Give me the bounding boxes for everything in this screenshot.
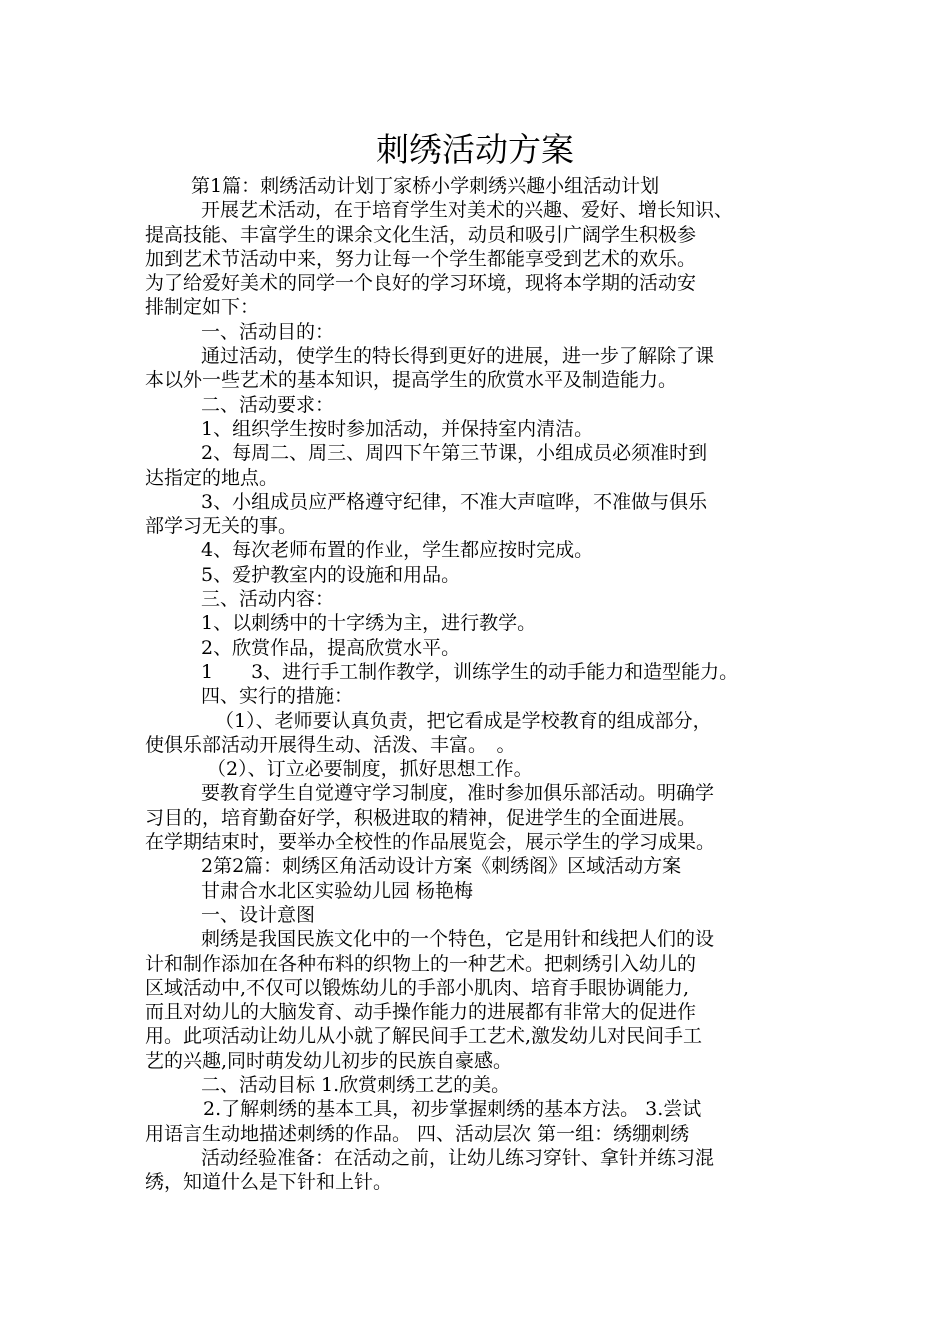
subheading: 二、活动目标 1.欣赏刺绣工艺的美。 [201,1073,511,1096]
document-body [145,174,825,1194]
paragraph-line: 区域活动中,不仅可以锻炼幼儿的手部小肌肉、培育手眼协调能力, [145,976,690,999]
subheading: 二、活动要求： [201,393,335,416]
section-heading: 第1篇：刺绣活动计划丁家桥小学刺绣兴趣小组活动计划 [191,175,660,197]
list-item: 4、每次老师布置的作业，学生都应按时完成。 [201,539,594,562]
list-item: 1、以刺绣中的十字绣为主，进行教学。 [201,612,537,635]
subheading: 三、活动内容： [201,588,335,611]
paragraph-line: 用。此项活动让幼儿从小就了解民间手工艺术,激发幼儿对民间手工 [145,1025,703,1048]
section-heading: 2第2篇：刺绣区角活动设计方案《刺绣阁》区域活动方案 [201,855,682,878]
paragraph-line: 本以外一些艺术的基本知识，提高学生的欣赏水平及制造能力。 [145,369,678,392]
list-item: 1 3、进行手工制作教学，训练学生的动手能力和造型能力。 [201,660,739,683]
paragraph-line: 习目的，培育勤奋好学，积极进取的精神，促进学生的全面进展。 [145,806,697,829]
paragraph-line: 加到艺术节活动中来，努力让每一个学生都能享受到艺术的欢乐。 [145,247,697,270]
paragraph-line: 排制定如下： [145,296,260,319]
paragraph-line: 而且对幼儿的大脑发育、动手操作能力的进展都有非常大的促进作 [145,1001,697,1024]
paragraph-line: 达指定的地点。 [145,466,279,489]
paragraph-line: 2.了解刺绣的基本工具，初步掌握刺绣的基本方法。 3.尝试 [203,1098,702,1121]
paragraph-line: 提高技能、丰富学生的课余文化生活，动员和吸引广阔学生积极参 [145,223,697,246]
document-title: 刺绣活动方案 [376,130,574,169]
paragraph-line: 开展艺术活动，在于培育学生对美术的兴趣、爱好、增长知识、 [201,199,734,222]
subheading: 四、实行的措施： [201,685,354,708]
paragraph-line: 为了给爱好美术的同学一个良好的学习环境，现将本学期的活动安 [145,272,697,295]
paragraph-line: 使俱乐部活动开展得生动、活泼、丰富。 。 [145,733,516,756]
paragraph-line: 活动经验准备：在活动之前，让幼儿练习穿针、拿针并练习混 [201,1146,715,1169]
paragraph-line: 艺的兴趣,同时萌发幼儿初步的民族自豪感。 [145,1049,513,1072]
paragraph-line: 用语言生动地描述刺绣的作品。 四、活动层次 第一组：绣绷刺绣 [145,1122,690,1145]
list-item: （2）、订立必要制度，抓好思想工作。 [207,758,533,781]
subheading: 一、设计意图 [201,903,316,926]
paragraph-line: 绣，知道什么是下针和上针。 [145,1171,393,1194]
paragraph-line: 计和制作添加在各种布料的织物上的一种艺术。把刺绣引入幼儿的 [145,952,697,975]
list-item: 1、组织学生按时参加活动，并保持室内清洁。 [201,417,594,440]
subheading: 一、活动目的： [201,320,335,343]
author-line: 甘肃合水北区实验幼儿园 杨艳梅 [201,879,474,902]
list-item: 3、小组成员应严格遵守纪律，不准大声喧哗，不准做与俱乐 [201,490,708,513]
paragraph-line: 部学习无关的事。 [145,515,298,538]
list-item: 2、每周二、周三、周四下午第三节课，小组成员必须准时到 [201,442,708,465]
paragraph-line: 通过活动，使学生的特长得到更好的进展，进一步了解除了课 [201,345,715,368]
list-item: （1）、老师要认真负责，把它看成是学校教育的组成部分， [215,709,712,732]
list-item: 2、欣赏作品，提高欣赏水平。 [201,636,461,659]
list-item: 5、爱护教室内的设施和用品。 [201,563,461,586]
paragraph-line: 要教育学生自觉遵守学习制度，准时参加俱乐部活动。明确学 [201,782,715,805]
paragraph-line: 在学期结束时，要举办全校性的作品展览会，展示学生的学习成果。 [145,831,716,854]
paragraph-line: 刺绣是我国民族文化中的一个特色，它是用针和线把人们的设 [201,928,715,951]
